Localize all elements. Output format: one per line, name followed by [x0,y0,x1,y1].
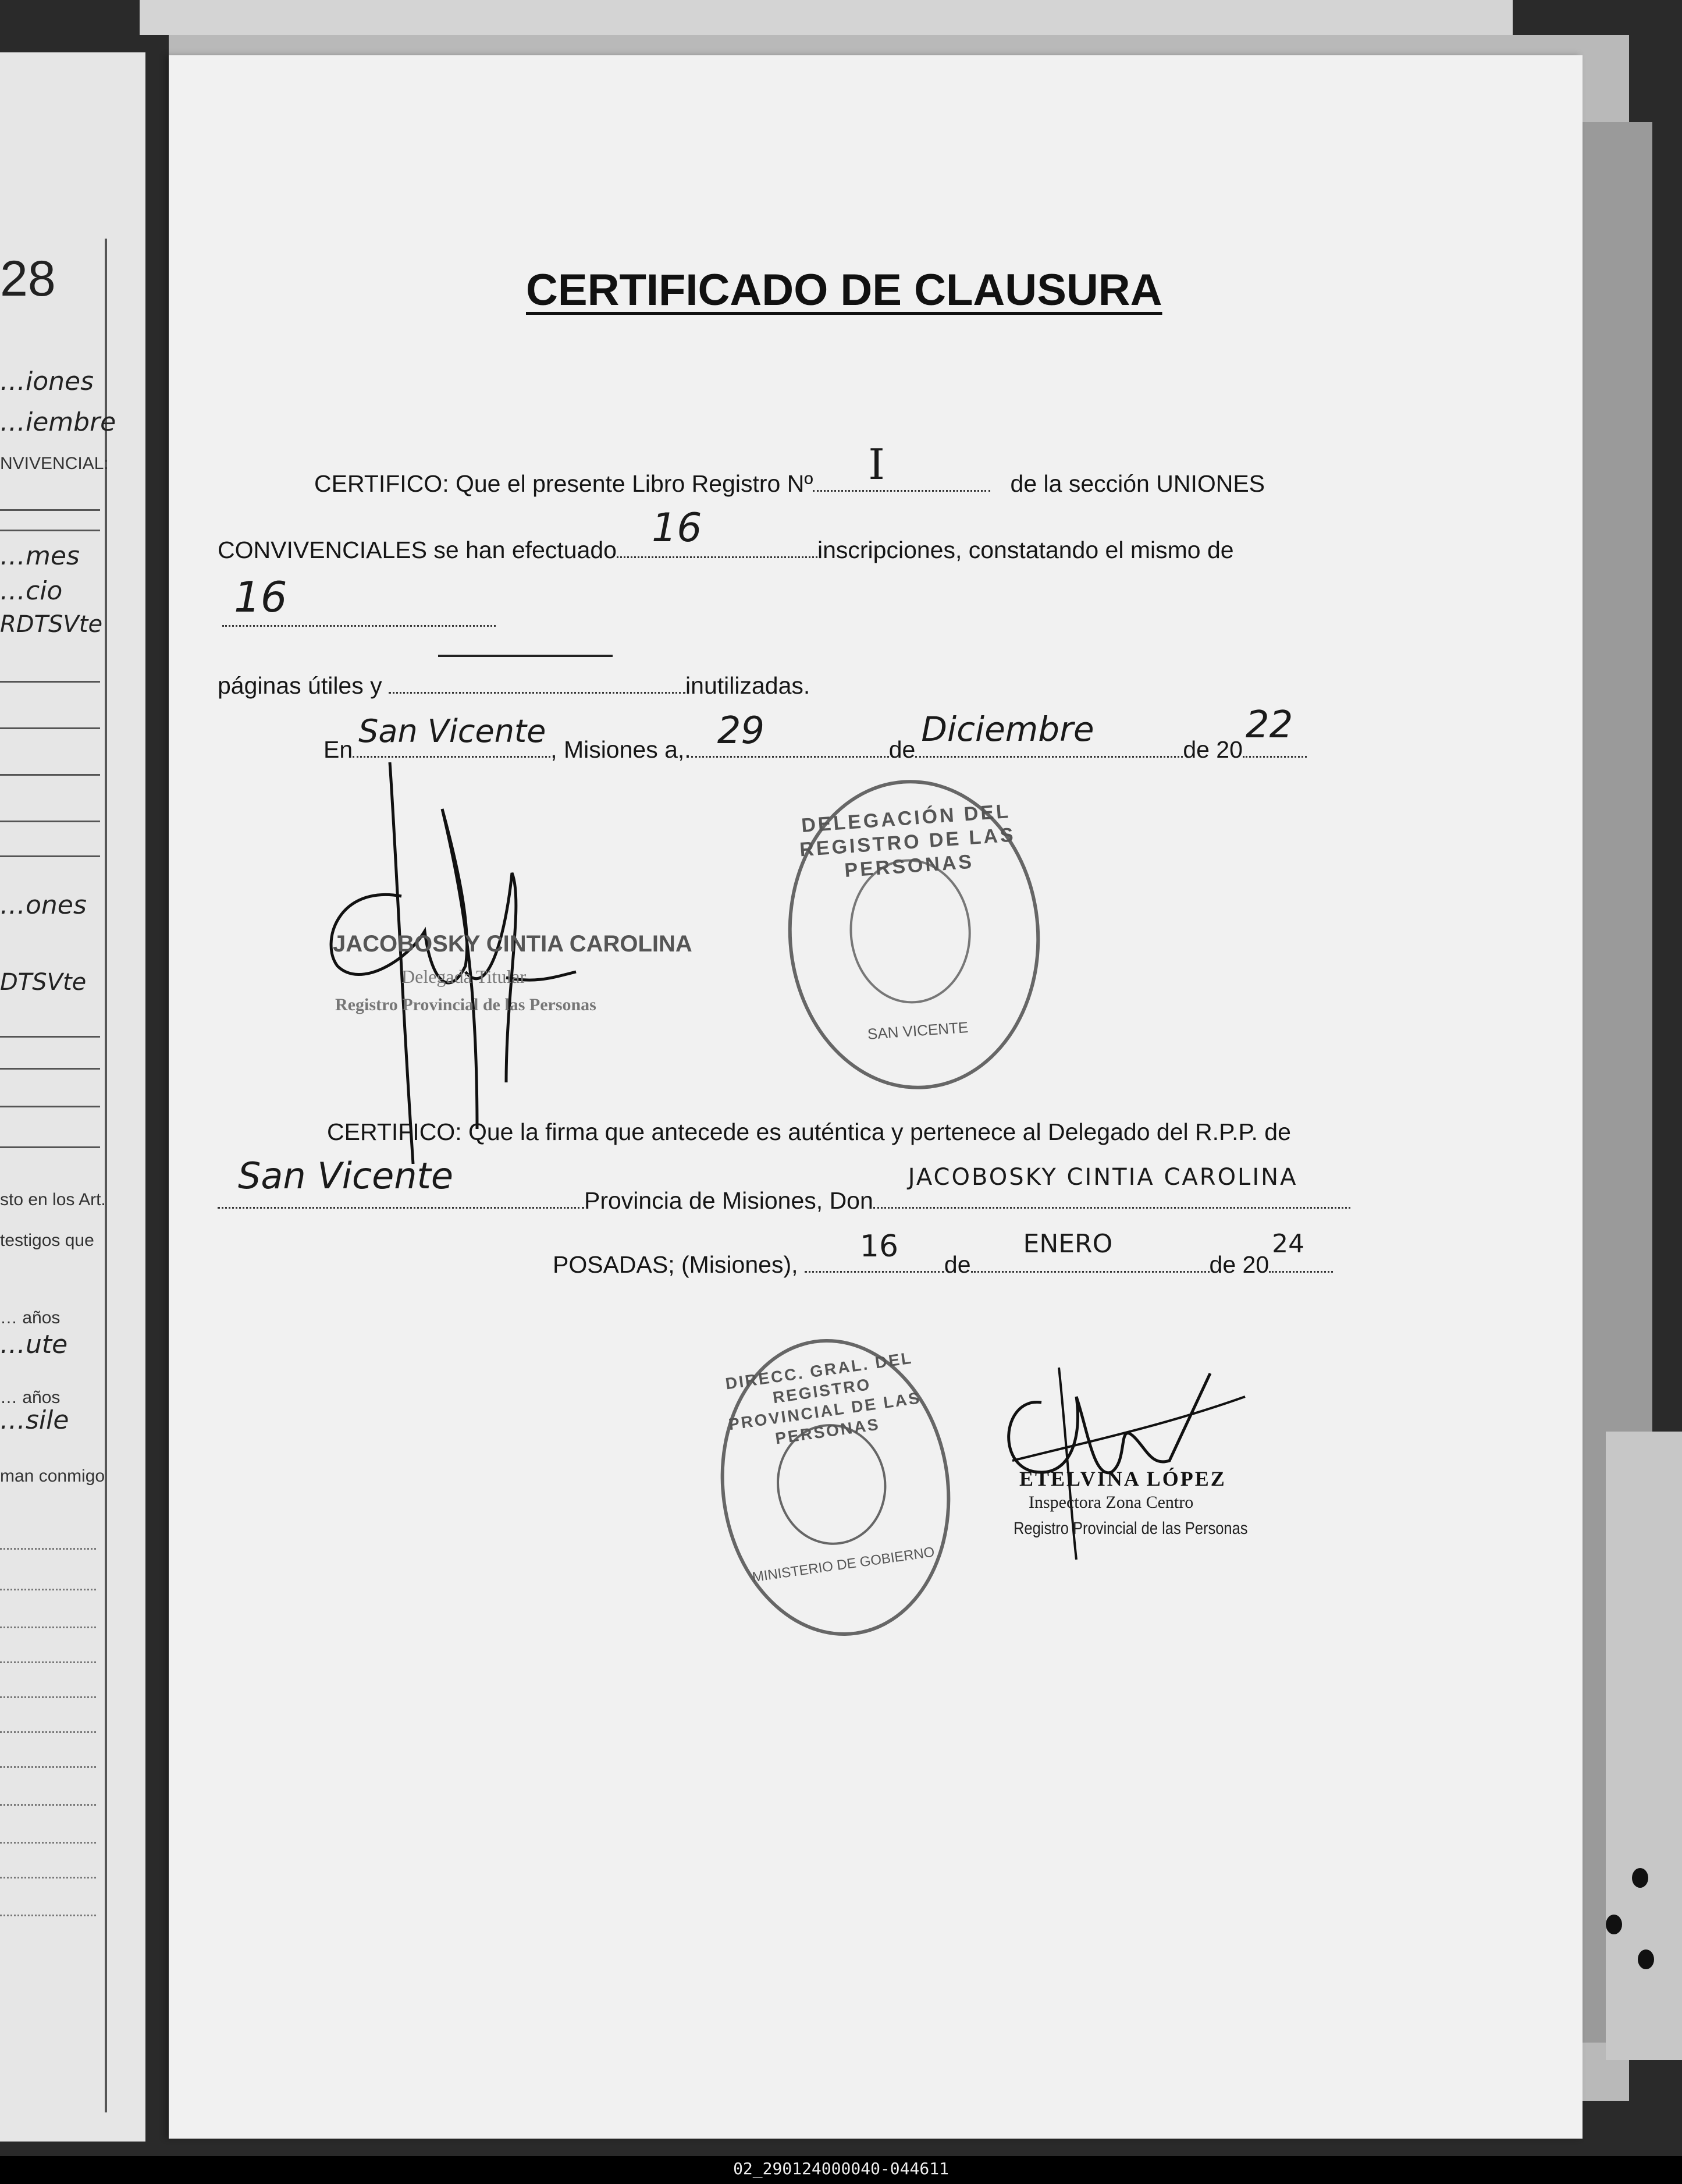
form-line [0,774,100,776]
text: de 20 [1209,1251,1269,1278]
binder-hole [1606,1915,1622,1934]
form-text: testigos que [0,1231,94,1250]
left-page [0,52,145,2142]
fill-libro-numero [813,440,990,492]
signature-1 [314,757,617,1164]
binder-hole [1638,1949,1654,1969]
form-line [0,1068,100,1070]
text: de la sección UNIONES [1010,470,1265,497]
certificate-line-1 [314,440,1265,498]
handwritten-dash [438,655,613,657]
handwritten-libro-numero: I [868,440,885,489]
stamp-2-text: DIRECC. GRAL. DEL REGISTRO PROVINCIAL DE LAS PERSONAS [724,1348,922,1448]
dotted-line [0,1766,96,1768]
form-text: sto en los Art. [0,1190,106,1209]
text: CERTIFICO: Que el presente Libro Registro Nº [314,470,813,497]
handwritten-entry: …iones [0,367,94,396]
form-line [0,821,100,822]
handwritten-entry: …sile [0,1405,69,1435]
binder-hole [1632,1868,1648,1888]
certificate-line-2 [218,505,1234,564]
stamp-1-text: DELEGACIÓN DEL REGISTRO DE LAS PERSONAS [799,800,1016,882]
text: , Misiones a,. [550,736,691,763]
handwritten-entry: …iembre [0,407,116,437]
dotted-line [0,1731,96,1733]
fill-place-2 [218,1155,584,1209]
fill-day-2 [805,1229,944,1273]
dotted-line [0,1842,96,1844]
dotted-line [0,1696,96,1698]
dotted-line [0,1627,96,1628]
document-code: 02_290124000040-044611 [733,2159,949,2178]
form-text: man conmigo [0,1466,105,1486]
dotted-line [0,1661,96,1663]
text: de [888,736,916,763]
text: POSADAS; (Misiones), [553,1251,798,1278]
handwritten-day: 29 [717,709,765,752]
fill-inscripciones [617,505,817,558]
margin-line [105,239,107,2112]
handwritten-entry: …mes [0,541,80,571]
page-title: CERTIFICADO DE CLAUSURA [526,265,1162,315]
certificate-line-3 [222,573,496,633]
handwritten-entry: …ute [0,1330,68,1359]
form-line [0,855,100,857]
signature-2-name: ETELVINA LÓPEZ [1019,1467,1226,1490]
handwritten-inscripciones: 16 [651,505,702,551]
handwritten-day-2: 16 [859,1229,899,1264]
form-line [0,681,100,683]
fill-don-name [873,1164,1350,1209]
fill-year-2 [1269,1229,1333,1273]
handwritten-year-2: 24 [1272,1229,1305,1259]
handwritten-entry: …ones [0,890,87,920]
dotted-line [0,1548,96,1550]
signature-2-org: Registro Provincial de las Personas [1014,1519,1248,1538]
dotted-line [0,1804,96,1806]
handwritten-entry: …cio [0,576,63,606]
handwritten-month-2: ENERO [1023,1229,1113,1259]
text: inutilizadas. [685,672,810,699]
form-line [0,727,100,729]
dotted-line [0,1589,96,1590]
fill-year [1243,704,1307,758]
text: inscripciones, constatando el mismo de [817,537,1234,563]
stamp-2-inner: MINISTERIO DE GOBIERNO [751,1544,936,1586]
signature-1-name: JACOBOSKY CINTIA CAROLINA [333,931,692,957]
form-text: … años [0,1388,61,1407]
handwritten-place: San Vicente [358,713,546,750]
page-number: 28 [0,251,56,307]
book-top-edge [140,0,1513,35]
certificate-line-8 [553,1229,1333,1279]
signature-2-role: Inspectora Zona Centro [1029,1493,1194,1512]
fill-month-2 [971,1229,1210,1273]
handwritten-month: Diciembre [921,709,1094,749]
fill-inutilizadas [389,672,685,694]
handwritten-year: 22 [1245,704,1293,747]
fill-day [691,709,889,758]
dotted-line [0,1915,96,1916]
form-text: … años [0,1308,61,1327]
certificate-line-7 [218,1155,1350,1214]
form-line [0,530,100,531]
text: de 20 [1183,736,1243,763]
handwritten-paginas-utiles: 16 [234,573,287,622]
text: Provincia de Misiones, Don [584,1187,873,1214]
fill-place [353,713,550,758]
certificate-line-6: CERTIFICO: Que la firma que antecede es auténtica y pertenece al Delegado del R.P.P. de [327,1118,1291,1145]
form-line [0,1106,100,1107]
certificate-line-4 [218,672,810,699]
dotted-line [0,1877,96,1878]
form-line [0,1146,100,1148]
fill-month [915,709,1183,758]
fill-paginas-utiles [222,573,496,627]
form-line [0,1036,100,1038]
form-label: NVIVENCIAL: [0,454,109,473]
signature-1-org: Registro Provincial de las Personas [335,995,596,1014]
form-line [0,509,100,511]
stamp-1-city: SAN VICENTE [866,1018,969,1043]
text: CONVIVENCIALES se han efectuado [218,537,617,563]
text: En [323,736,353,763]
signature-1-role: Delegada Titular [401,966,527,987]
handwritten-entry: DTSVte [0,969,87,996]
text: de [944,1251,971,1278]
handwritten-don-name: JACOBOSKY CINTIA CAROLINA [908,1164,1298,1191]
handwritten-place-2: San Vicente [238,1155,453,1197]
text: páginas útiles y [218,672,382,699]
handwritten-entry: RDTSVte [0,611,103,638]
